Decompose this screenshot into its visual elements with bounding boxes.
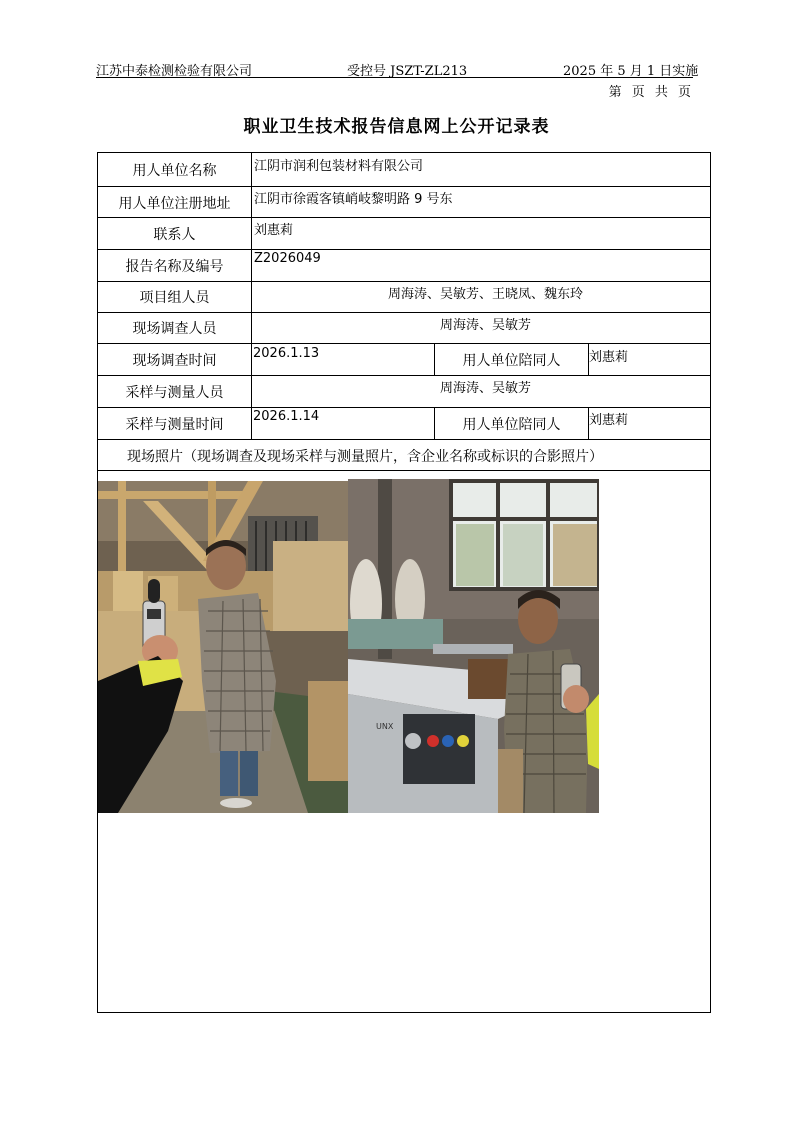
effective-date: 2025 年 5 月 1 日实施	[563, 64, 699, 79]
control-number: 受控号 JSZT-ZL213	[347, 64, 468, 79]
sampling-time-value: 2026.1.14	[253, 409, 320, 424]
site-photo-survey-image	[98, 481, 348, 813]
team-value: 周海涛、吴敏芳、王晓凤、魏东玲	[387, 287, 583, 302]
survey-escort-label: 用人单位陪同人	[462, 353, 561, 369]
page-info: 第 页 共 页	[608, 85, 694, 100]
machine-brand-text: UNX	[376, 722, 394, 731]
address-label: 用人单位注册地址	[118, 196, 231, 212]
row-divider	[97, 343, 711, 344]
report-value: Z2026049	[254, 251, 321, 266]
contact-value: 刘惠莉	[254, 223, 294, 238]
site-photo-survey	[98, 481, 348, 813]
document-title: 职业卫生技术报告信息网上公开记录表	[243, 117, 550, 137]
survey-time-value: 2026.1.13	[253, 346, 320, 361]
row-divider	[97, 407, 711, 408]
row-divider	[97, 281, 711, 282]
row-divider	[97, 186, 711, 187]
row-divider	[97, 375, 711, 376]
sampling-staff-value: 周海涛、吴敏芳	[439, 381, 531, 396]
sampling-escort-value: 刘惠莉	[589, 413, 629, 428]
row-divider	[97, 217, 711, 218]
contact-label: 联系人	[153, 227, 196, 243]
company-name: 江苏中泰检测检验有限公司	[96, 64, 253, 79]
survey-staff-value: 周海涛、吴敏芳	[439, 318, 531, 333]
survey-escort-value: 刘惠莉	[589, 350, 629, 365]
report-label: 报告名称及编号	[125, 259, 224, 275]
team-label: 项目组人员	[139, 290, 210, 306]
row-divider	[97, 439, 711, 440]
unit-name-label: 用人单位名称	[132, 163, 217, 179]
sampling-time-label: 采样与测量时间	[125, 417, 224, 433]
row-divider	[97, 249, 711, 250]
site-photo-sampling-image	[348, 479, 599, 813]
photos-caption: 现场照片（现场调查及现场采样与测量照片，含企业名称或标识的合影照片）	[127, 449, 603, 465]
sampling-staff-label: 采样与测量人员	[125, 385, 224, 401]
survey-staff-label: 现场调查人员	[132, 321, 217, 337]
sampling-escort-label: 用人单位陪同人	[462, 417, 561, 433]
header-rule	[96, 77, 693, 78]
survey-time-label: 现场调查时间	[132, 353, 217, 369]
address-value: 江阴市徐霞客镇峭岐黎明路 9 号东	[254, 192, 453, 207]
site-photo-sampling	[348, 479, 599, 813]
unit-name-value: 江阴市润利包装材料有限公司	[254, 159, 424, 174]
row-divider	[97, 470, 711, 471]
row-divider	[97, 312, 711, 313]
